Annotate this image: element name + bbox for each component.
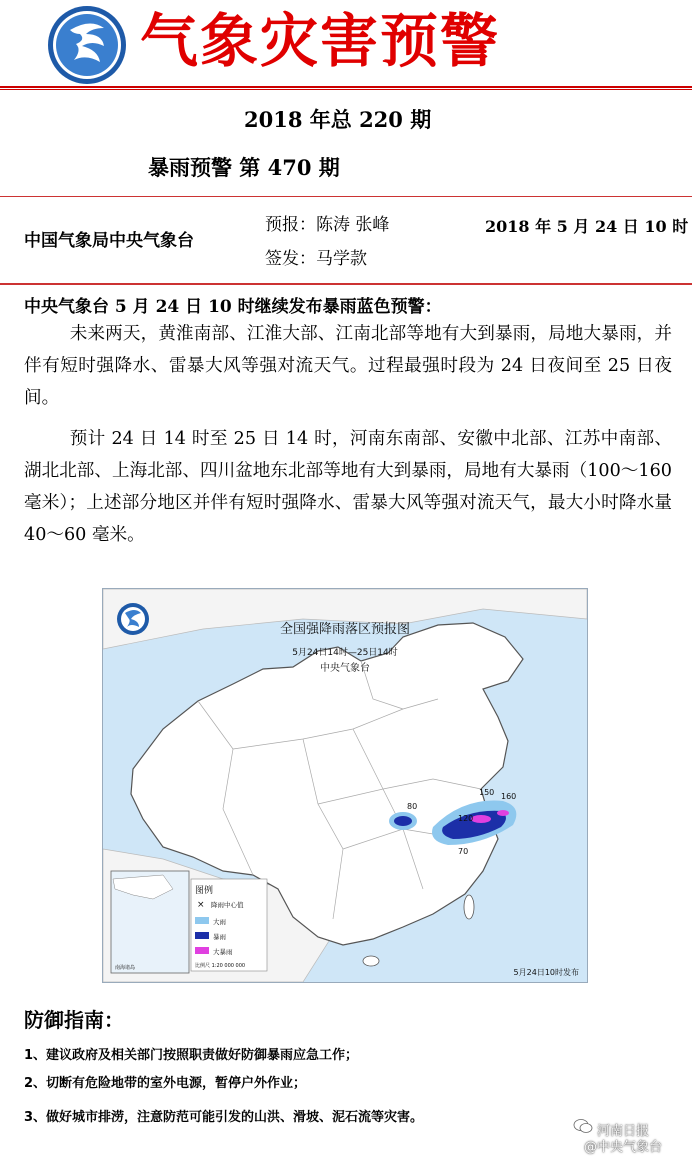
watermark-source: 河南日报 bbox=[597, 1124, 650, 1139]
cma-logo-icon bbox=[46, 4, 128, 86]
legend-item-center: 降雨中心值 bbox=[211, 901, 244, 909]
defense-guide-title: 防御指南： bbox=[24, 1008, 124, 1032]
divider bbox=[0, 283, 692, 285]
rain-center-label: 80 bbox=[407, 802, 418, 811]
map-title: 全国强降雨落区预报图 bbox=[279, 622, 411, 637]
map-period: 5月24日14时—25日14时 bbox=[292, 648, 398, 658]
rain-center-label: 160 bbox=[501, 792, 517, 801]
legend-item-rainstorm: 暴雨 bbox=[213, 933, 226, 941]
svg-text:南海诸岛: 南海诸岛 bbox=[115, 965, 136, 971]
agency-name: 中国气象局中央气象台 bbox=[24, 231, 194, 251]
issue-datetime: 2018 年 5 月 24 日 10 时 bbox=[485, 217, 689, 236]
legend-item-heavy-rain: 大雨 bbox=[213, 918, 226, 926]
divider bbox=[0, 86, 692, 88]
issue-total: 2018 年总 220 期 bbox=[244, 107, 432, 132]
rain-center-label: 150 bbox=[479, 788, 495, 797]
map-scale: 比例尺 1:20 000 000 bbox=[195, 963, 246, 969]
guide-item: 3、做好城市排涝，注意防范可能引发的山洪、滑坡、泥石流等灾害。 bbox=[24, 1110, 424, 1125]
rain-center-label: 70 bbox=[458, 847, 469, 856]
signer: 签发：马学款 bbox=[265, 249, 367, 269]
warning-headline: 中央气象台 5 月 24 日 10 时继续发布暴雨蓝色预警： bbox=[24, 297, 442, 317]
guide-item: 2、切断有危险地带的室外电源，暂停户外作业； bbox=[24, 1076, 307, 1091]
warning-paragraph-2: 预计 24 日 14 时至 25 日 14 时，河南东南部、安徽中北部、江苏中南部、湖北北部、上海北部、四川盆地东北部等地有大到暴雨，局地有大暴雨（100～160 毫米）；上述部分地区并伴有短时强降水、雷暴大风等强对流天气，最大小时降水量 40～60 毫米。 bbox=[24, 429, 672, 545]
rain-center-label: 120 bbox=[458, 814, 474, 823]
svg-text:×: × bbox=[197, 900, 205, 910]
issue-rain-number: 暴雨预警 第 470 期 bbox=[148, 155, 340, 180]
forecaster: 预报：陈涛 张峰 bbox=[265, 215, 390, 235]
wechat-icon bbox=[573, 1118, 593, 1134]
watermark-account: @中央气象台 bbox=[584, 1140, 663, 1155]
divider bbox=[0, 89, 692, 90]
guide-item: 1、建议政府及相关部门按照职责做好防御暴雨应急工作； bbox=[24, 1048, 359, 1063]
map-footer: 5月24日10时发布 bbox=[513, 968, 579, 977]
rainfall-forecast-map bbox=[102, 588, 588, 983]
divider bbox=[0, 196, 692, 197]
warning-paragraph-1: 未来两天，黄淮南部、江淮大部、江南北部等地有大到暴雨，局地大暴雨，并伴有短时强降水、雷暴大风等强对流天气。过程最强时段为 24 日夜间至 25 日夜间。 bbox=[24, 324, 672, 408]
legend-item-heavy-rainstorm: 大暴雨 bbox=[213, 948, 233, 956]
page-title: 气象灾害预警 bbox=[140, 7, 501, 75]
legend-title: 图例 bbox=[195, 886, 214, 896]
map-graphic bbox=[103, 589, 587, 982]
map-issuer: 中央气象台 bbox=[320, 663, 370, 674]
